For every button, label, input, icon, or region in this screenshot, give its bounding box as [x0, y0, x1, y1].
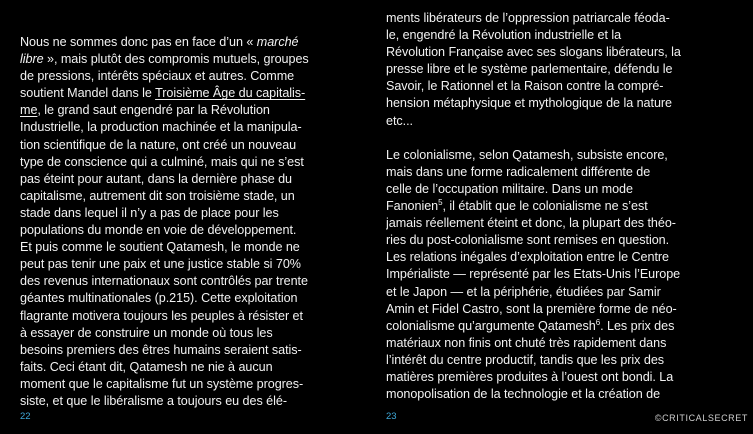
text-line: ments libérateurs de l’oppression patriarcale féoda- — [386, 11, 670, 25]
text-line: stade dans lequel il n’y a pas de place pour les — [20, 205, 279, 220]
text-line: hension métaphysique et mythologique de la nature — [386, 96, 673, 111]
text-line: mais dans une forme radicalement différente de — [386, 164, 651, 179]
copyright-brand: ©CRITICALSECRET — [654, 413, 748, 423]
text-line: Amin et Fidel Castro, sont la première forme de néo- — [386, 301, 677, 316]
text-line: ries du post-colonialisme sont remises en question. — [386, 233, 670, 248]
left-page-number: 22 — [20, 411, 31, 422]
italic-term: libre — [20, 52, 44, 67]
text-line: populations du monde en voie de développement. — [20, 223, 297, 238]
text-line: besoins premiers des êtres humains seraient satis- — [20, 342, 302, 357]
text-line: Industrielle, la production machinée et la manipula- — [20, 120, 302, 135]
text-line: etc... — [386, 113, 413, 128]
text-line: type de conscience qui a culminé, mais qui ne s’est — [20, 154, 304, 169]
text-line: libre », mais plutôt des compromis mutuels, groupes — [20, 52, 309, 67]
text-line: le, engendré la Révolution industrielle et la — [386, 28, 622, 43]
text-line: moment que le capitalisme fut un système progres- — [20, 376, 304, 391]
text-line: colonialisme qu’argumente Qatamesh$^6$. Les prix des — [386, 317, 675, 333]
text-line: Savoir, le Rationnel et la Raison contre la compré- — [386, 79, 664, 94]
left-page-text — [20, 0, 362, 434]
text-line: capitalisme, autrement dit son troisième stade, un — [20, 188, 295, 203]
text-line: monopolisation de la technologie et la création de — [386, 387, 661, 402]
text-line: Les relations inégales d’exploitation entre le Centre — [386, 250, 669, 265]
text-line: me, le grand saut engendré par la Révolution — [20, 103, 270, 118]
text-line: l’intérêt du centre productif, tandis que les prix des — [386, 352, 665, 367]
text-line: Nous ne sommes donc pas en face d’un « marché — [20, 35, 299, 49]
text-line: Et puis comme le soutient Qatamesh, le monde ne — [20, 240, 300, 255]
text-line: de pressions, intérêts spéciaux et autres. Comme — [20, 69, 295, 84]
right-page-text — [386, 0, 728, 410]
text-line: et le Japon — et la périphérie, étudiées par Samir — [386, 284, 661, 299]
text-line: jamais réellement éteint et donc, la plupart des théo- — [386, 216, 676, 231]
footnote-ref[interactable]: 6 — [595, 317, 601, 327]
text-line: des revenus internationaux sont contrôlés par trente — [20, 274, 308, 289]
text-line: celle de l’occupation militaire. Dans un mode — [386, 181, 633, 196]
text-line: Impérialiste — représenté par les Etats-Unis l’Europe — [386, 267, 681, 282]
text-line: matières premières produites à l’ouest ont bondi. La — [386, 369, 674, 384]
footnote-ref[interactable]: 5 — [438, 198, 443, 208]
text-line: faits. Ceci étant dit, Qatamesh ne nie à aucun — [20, 359, 273, 374]
text-line: pas éteint pour autant, dans la dernière phase du — [20, 171, 293, 186]
text-line: soutient Mandel dans le Troisième Âge du capitalis- — [20, 86, 306, 101]
text-line: matériaux non finis ont chuté très rapidement dans — [386, 335, 667, 350]
text-line: peut pas tenir une paix et une justice stable si 70% — [20, 257, 301, 272]
right-page-number: 23 — [386, 411, 397, 422]
book-title-link[interactable]: me — [20, 103, 38, 118]
paragraph-break — [386, 130, 728, 147]
text-line: à essayer de construire un monde où tous les — [20, 325, 273, 340]
text-line: Révolution Française avec ses slogans libérateurs, la — [386, 45, 681, 60]
text-line: Le colonialisme, selon Qatamesh, subsiste encore, — [386, 147, 668, 162]
text-line: flagrante motivera toujours les peuples à résister et — [20, 308, 303, 323]
book-title-link[interactable]: Troisième Âge du capitalis- — [155, 86, 306, 101]
text-line: Fanonien$^5$, il établit que le colonialisme ne s’est — [386, 198, 648, 214]
text-line: tion scientifique de la nature, ont créé un nouveau — [20, 137, 297, 152]
text-line: géantes multinationales (p.215). Cette exploitation — [20, 291, 298, 306]
text-line: presse libre et le système parlementaire, défendu le — [386, 62, 673, 77]
italic-term: marché — [256, 35, 299, 49]
text-line: siste, et que le libéralisme a toujours eu des élé- — [20, 393, 287, 408]
